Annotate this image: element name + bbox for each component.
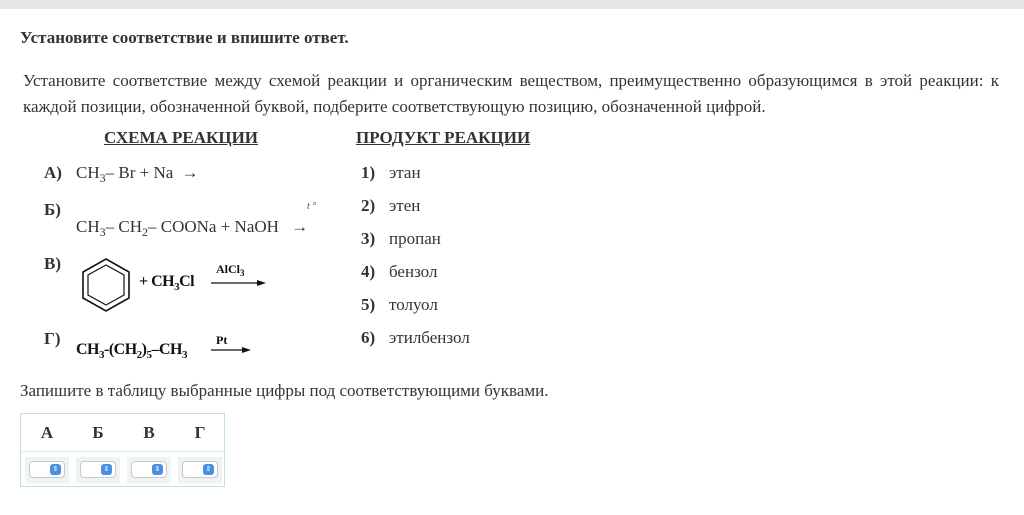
answer-select-b[interactable] <box>80 461 116 478</box>
product-number: 5) <box>361 295 376 314</box>
product-name: этилбензол <box>389 328 470 347</box>
answer-table <box>20 413 225 487</box>
reaction-a-letter: А) <box>44 163 62 182</box>
task-instruction: Установите соответствие между схемой реакции и органическим веществом, преимущественно образующимся в этой реакции: к каждой позиции, обозначенной буквой, подберите соответствующую позицию, обозначенной цифрой. <box>23 71 999 116</box>
product-name: толуол <box>389 295 438 314</box>
product-name: бензол <box>389 262 438 281</box>
reaction-arrow-icon <box>211 345 251 355</box>
chevron-updown-icon: ⇕ <box>203 464 214 475</box>
product-number: 4) <box>361 262 376 281</box>
top-bar <box>0 0 1024 9</box>
answer-header-v: В <box>143 423 155 442</box>
reaction-g-letter: Г) <box>44 329 61 348</box>
reaction-v-reagent: + $CH_3Cl$ <box>139 273 195 293</box>
reaction-v-catalyst: AlCl$_3$ <box>216 262 245 278</box>
reaction-v-letter: В) <box>44 254 61 273</box>
reaction-g-catalyst: Pt <box>216 333 228 347</box>
reaction-b-letter: Б) <box>44 200 61 219</box>
reaction-b-equation: $CH_3-$ $CH_2-$ COONa + NaOH → <box>76 217 309 239</box>
answer-select-g[interactable] <box>182 461 218 478</box>
chevron-updown-icon: ⇕ <box>152 464 163 475</box>
reaction-arrow-icon <box>211 278 267 288</box>
product-number: 1) <box>361 163 376 182</box>
chevron-updown-icon: ⇕ <box>101 464 112 475</box>
right-column-header: ПРОДУКТ РЕАКЦИИ <box>356 128 531 147</box>
benzene-ring-icon <box>79 256 133 312</box>
answer-header-b: Б <box>92 423 104 442</box>
answer-header-a: А <box>40 423 54 442</box>
answer-header-g: Г <box>194 423 206 442</box>
reaction-g-formula: $CH_3-(CH_2)_5-CH_3$ <box>76 341 187 361</box>
reaction-a-equation: $CH_3-$ Br + Na → <box>76 163 199 185</box>
left-column-header: СХЕМА РЕАКЦИИ <box>104 128 259 147</box>
product-number: 3) <box>361 229 376 248</box>
reaction-arrow: → <box>181 163 199 182</box>
reaction-arrow: → <box>291 217 309 236</box>
product-name: этен <box>389 196 421 215</box>
product-name: этан <box>389 163 421 182</box>
answer-prompt: Запишите в таблицу выбранные цифры под соответствующими буквами. <box>20 381 549 400</box>
product-number: 6) <box>361 328 376 347</box>
answer-select-v[interactable] <box>131 461 167 478</box>
answer-select-a[interactable] <box>29 461 65 478</box>
product-name: пропан <box>389 229 441 248</box>
task-title: Установите соответствие и впишите ответ. <box>20 28 349 47</box>
table-divider <box>21 451 224 452</box>
reaction-b-condition: t ° <box>307 201 317 212</box>
product-number: 2) <box>361 196 376 215</box>
chevron-updown-icon: ⇕ <box>50 464 61 475</box>
